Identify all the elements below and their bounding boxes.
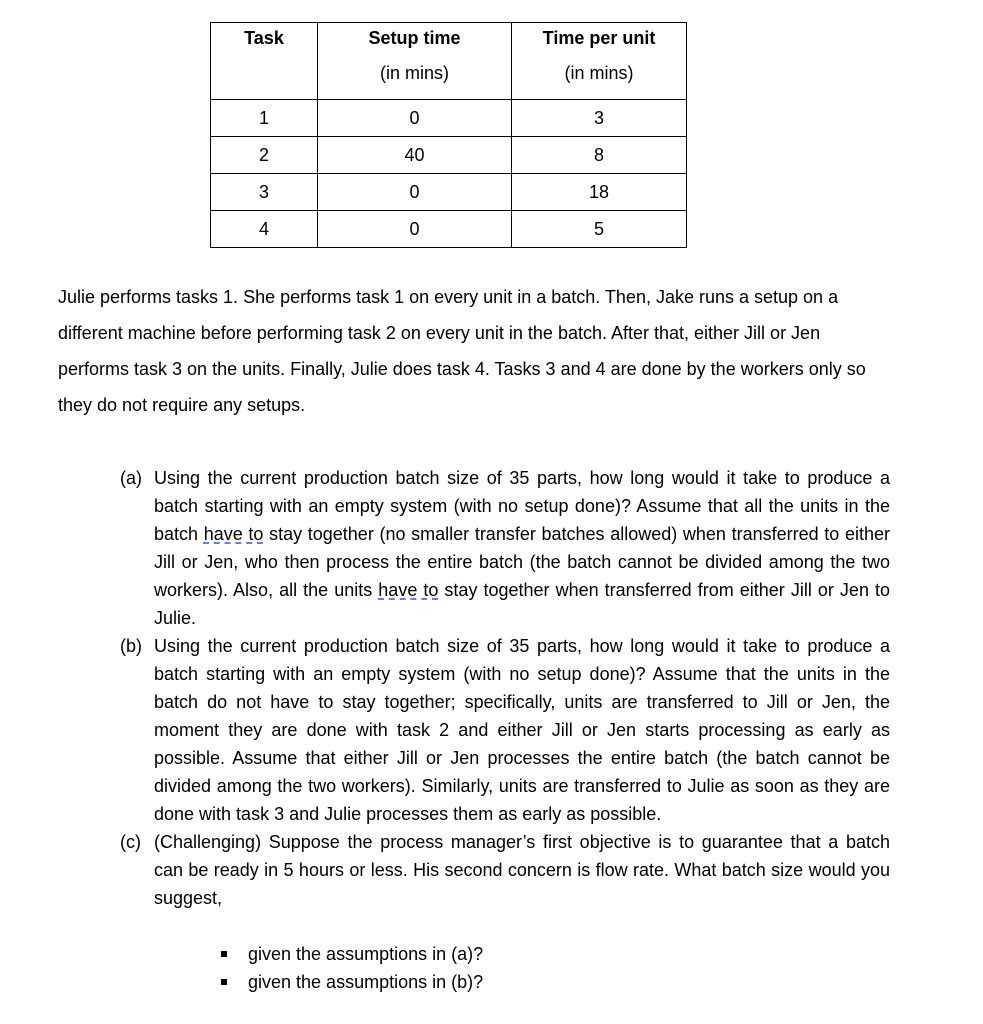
table-header-row <box>211 23 687 100</box>
question-b-text: Using the current production batch size of 35 parts, how long would it take to produce a batch starting with an empty system (with no setup done)? Assume that the units in the batch do not have to stay together; specifically, units are transferred to Jill or Jen, the moment they are done with task 2 and either Jill or Jen starts processing as early as possible. Assume that either Jill or Jen processes the entire batch (the batch cannot be divided among the two workers). Similarly, units are transferred to Julie as soon as they are done with task 3 and Julie processes them as early as possible. <box>154 636 890 824</box>
setup-cell: 0 <box>318 100 512 137</box>
table-row <box>211 137 687 174</box>
table-row <box>211 174 687 211</box>
header-setup-label: Setup time <box>368 28 461 48</box>
question-a-label: (a) <box>120 468 142 488</box>
square-bullet-icon <box>221 979 227 985</box>
bullet-text: given the assumptions in (a)? <box>248 944 484 964</box>
bullet-text: given the assumptions in (b)? <box>248 972 484 992</box>
header-unit-unit: (in mins) <box>564 63 634 83</box>
setup-cell: 40 <box>318 137 512 174</box>
header-time-per-unit <box>512 23 687 100</box>
question-list <box>120 464 890 912</box>
task-cell: 4 <box>211 211 318 248</box>
question-c <box>120 828 890 912</box>
header-task <box>211 23 318 100</box>
setup-cell: 0 <box>318 174 512 211</box>
question-a-text-part2: stay together (no smaller transfer batches allowed) when transferred to either Jill or Jen, who then process the entire batch (the batch cannot be divided among the two workers). Also, all the units <box>154 524 890 600</box>
intro-paragraph: Julie performs tasks 1. She performs task 1 on every unit in a batch. Then, Jake runs a setup on a different machine before performing task 2 on every unit in the batch. After that, either Jill or Jen performs task 3 on the units. Finally, Julie does task 4. Tasks 3 and 4 are done by the workers only so they do not require any setups. <box>58 287 866 415</box>
question-c-bullets <box>154 940 854 996</box>
task-table <box>210 22 687 248</box>
have-to-link[interactable]: have to <box>203 524 264 544</box>
question-b <box>120 632 890 828</box>
question-c-text: (Challenging) Suppose the process manager’s first objective is to guarantee that a batch can be ready in 5 hours or less. His second concern is flow rate. What batch size would you suggest, <box>154 832 890 908</box>
square-bullet-icon <box>221 951 227 957</box>
question-a-text-part1: Using the current production batch size of 35 parts, how long would it take to produce a batch starting with an empty system (with no setup done)? Assume that all the units in the batch <box>154 468 890 544</box>
question-b-label: (b) <box>120 636 142 656</box>
setup-cell: 0 <box>318 211 512 248</box>
task-cell: 2 <box>211 137 318 174</box>
have-to-link[interactable]: have to <box>378 580 439 600</box>
header-task-label: Task <box>244 28 284 48</box>
task-cell: 3 <box>211 174 318 211</box>
question-c-label: (c) <box>120 832 141 852</box>
unit-time-cell: 8 <box>512 137 687 174</box>
unit-time-cell: 18 <box>512 174 687 211</box>
list-item <box>154 968 854 996</box>
question-a <box>120 464 890 632</box>
header-setup-time <box>318 23 512 100</box>
unit-time-cell: 3 <box>512 100 687 137</box>
header-unit-label: Time per unit <box>542 28 656 48</box>
table-row <box>211 100 687 137</box>
table-row <box>211 211 687 248</box>
header-setup-unit: (in mins) <box>379 63 449 83</box>
task-cell: 1 <box>211 100 318 137</box>
unit-time-cell: 5 <box>512 211 687 248</box>
question-a-text-part3: stay together when transferred from either Jill or Jen to Julie. <box>154 580 891 628</box>
list-item <box>154 940 854 968</box>
